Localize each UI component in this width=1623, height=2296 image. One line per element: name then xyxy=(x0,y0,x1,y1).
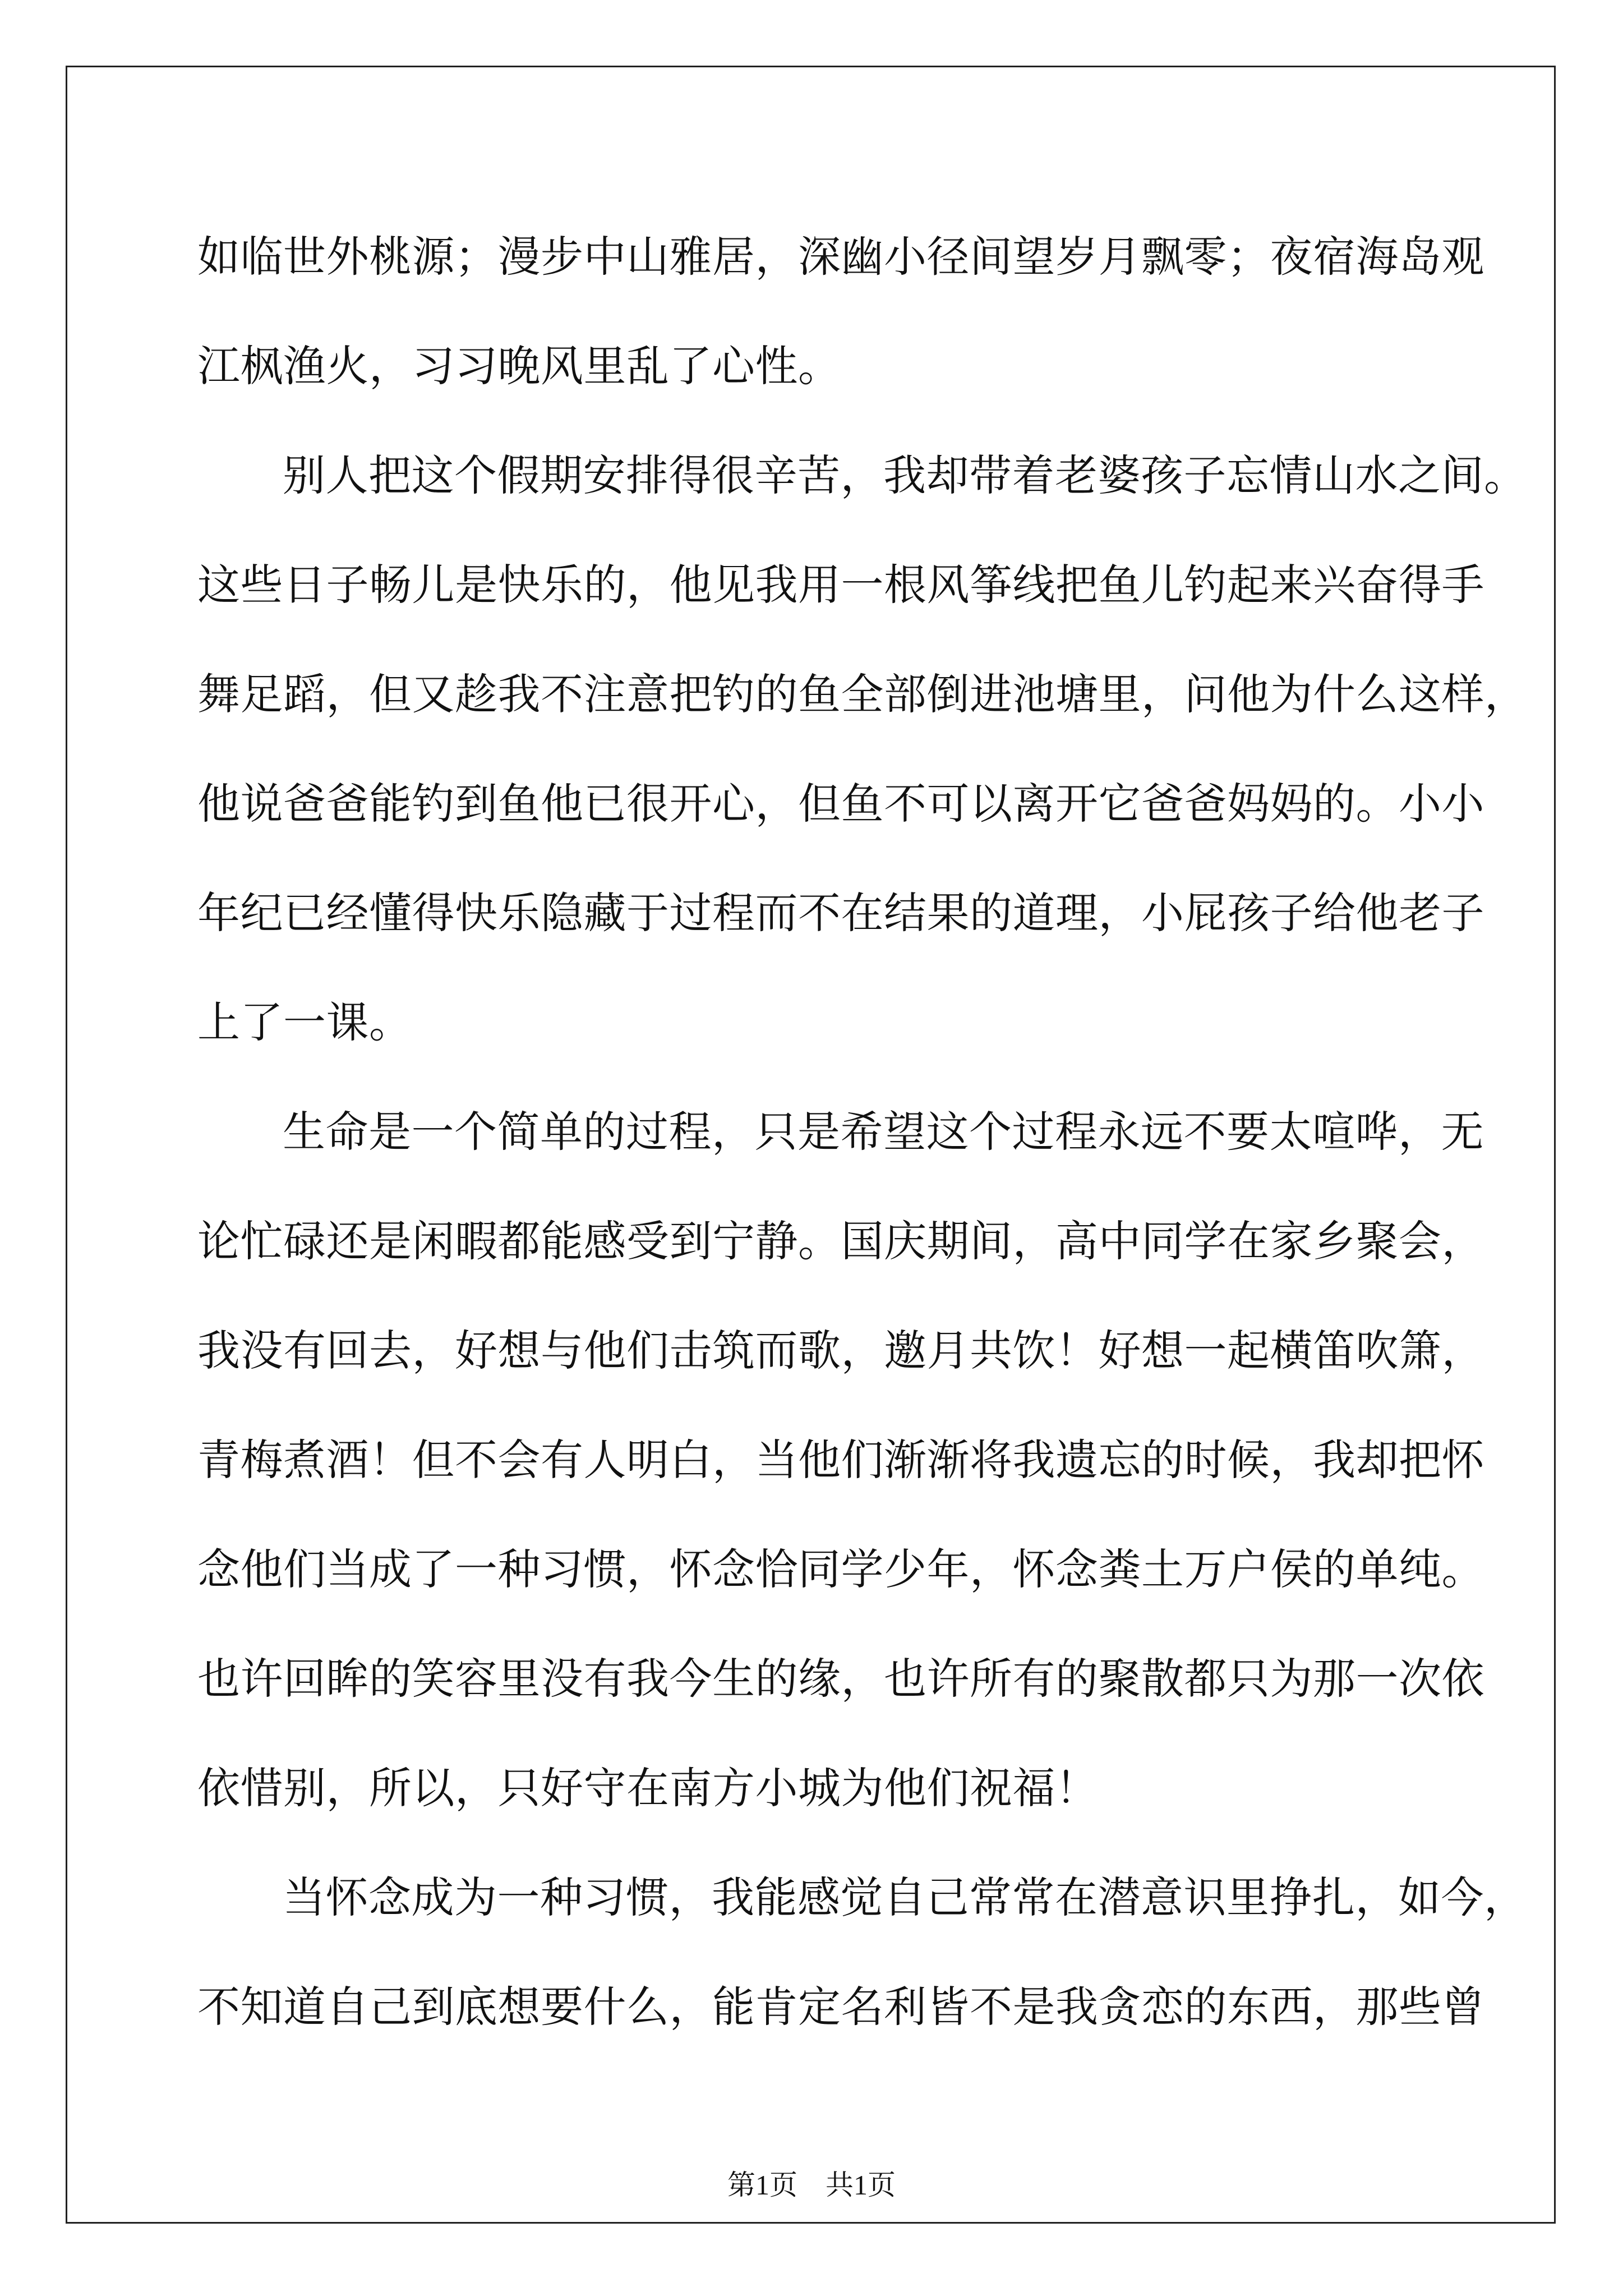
paragraph xyxy=(197,1843,1527,2062)
text-line: 如临世外桃源；漫步中山雅居，深幽小径间望岁月飘零；夜宿海岛观 xyxy=(197,232,1484,282)
text-line: 依惜别，所以，只好守在南方小城为他们祝福！ xyxy=(197,1763,1099,1813)
text-line: 上了一课。 xyxy=(197,997,412,1047)
page-total: 共1页 xyxy=(826,2169,896,2201)
paragraph xyxy=(197,202,1484,421)
text-line: 他说爸爸能钓到鱼他已很开心，但鱼不可以离开它爸爸妈妈的。小小 xyxy=(197,779,1484,829)
document-body xyxy=(197,202,1528,2062)
text-line: 我没有回去，好想与他们击筑而歌，邀月共饮！好想一起横笛吹箫， xyxy=(197,1326,1484,1375)
text-line: 不知道自己到底想要什么，能肯定名利皆不是我贪恋的东西，那些曾 xyxy=(197,1982,1484,2032)
page-footer xyxy=(0,2162,1623,2203)
text-line: 当怀念成为一种习惯，我能感觉自己常常在潜意识里挣扎，如今， xyxy=(283,1872,1527,1922)
text-line: 别人把这个假期安排得很辛苦，我却带着老婆孩子忘情山水之间。 xyxy=(283,450,1527,500)
text-line: 也许回眸的笑容里没有我今生的缘，也许所有的聚散都只为那一次依 xyxy=(197,1654,1484,1704)
page-number: 第1页 xyxy=(727,2169,797,2201)
text-line: 舞足蹈，但又趁我不注意把钓的鱼全部倒进池塘里，问他为什么这样， xyxy=(197,669,1528,719)
paragraph xyxy=(197,1077,1484,1843)
text-line: 年纪已经懂得快乐隐藏于过程而不在结果的道理，小屁孩子给他老子 xyxy=(197,888,1484,938)
text-line: 生命是一个简单的过程，只是希望这个过程永远不要太喧哗，无 xyxy=(283,1107,1484,1157)
text-line: 青梅煮酒！但不会有人明白，当他们渐渐将我遗忘的时候，我却把怀 xyxy=(197,1435,1484,1485)
text-line: 江枫渔火，习习晚风里乱了心性。 xyxy=(197,341,841,391)
text-line: 这些日子畅儿是快乐的，他见我用一根风筝线把鱼儿钓起来兴奋得手 xyxy=(197,560,1484,610)
paragraph xyxy=(197,421,1528,1077)
text-line: 论忙碌还是闲暇都能感受到宁静。国庆期间，高中同学在家乡聚会， xyxy=(197,1216,1484,1266)
text-line: 念他们当成了一种习惯，怀念恰同学少年，怀念粪土万户侯的单纯。 xyxy=(197,1544,1484,1594)
